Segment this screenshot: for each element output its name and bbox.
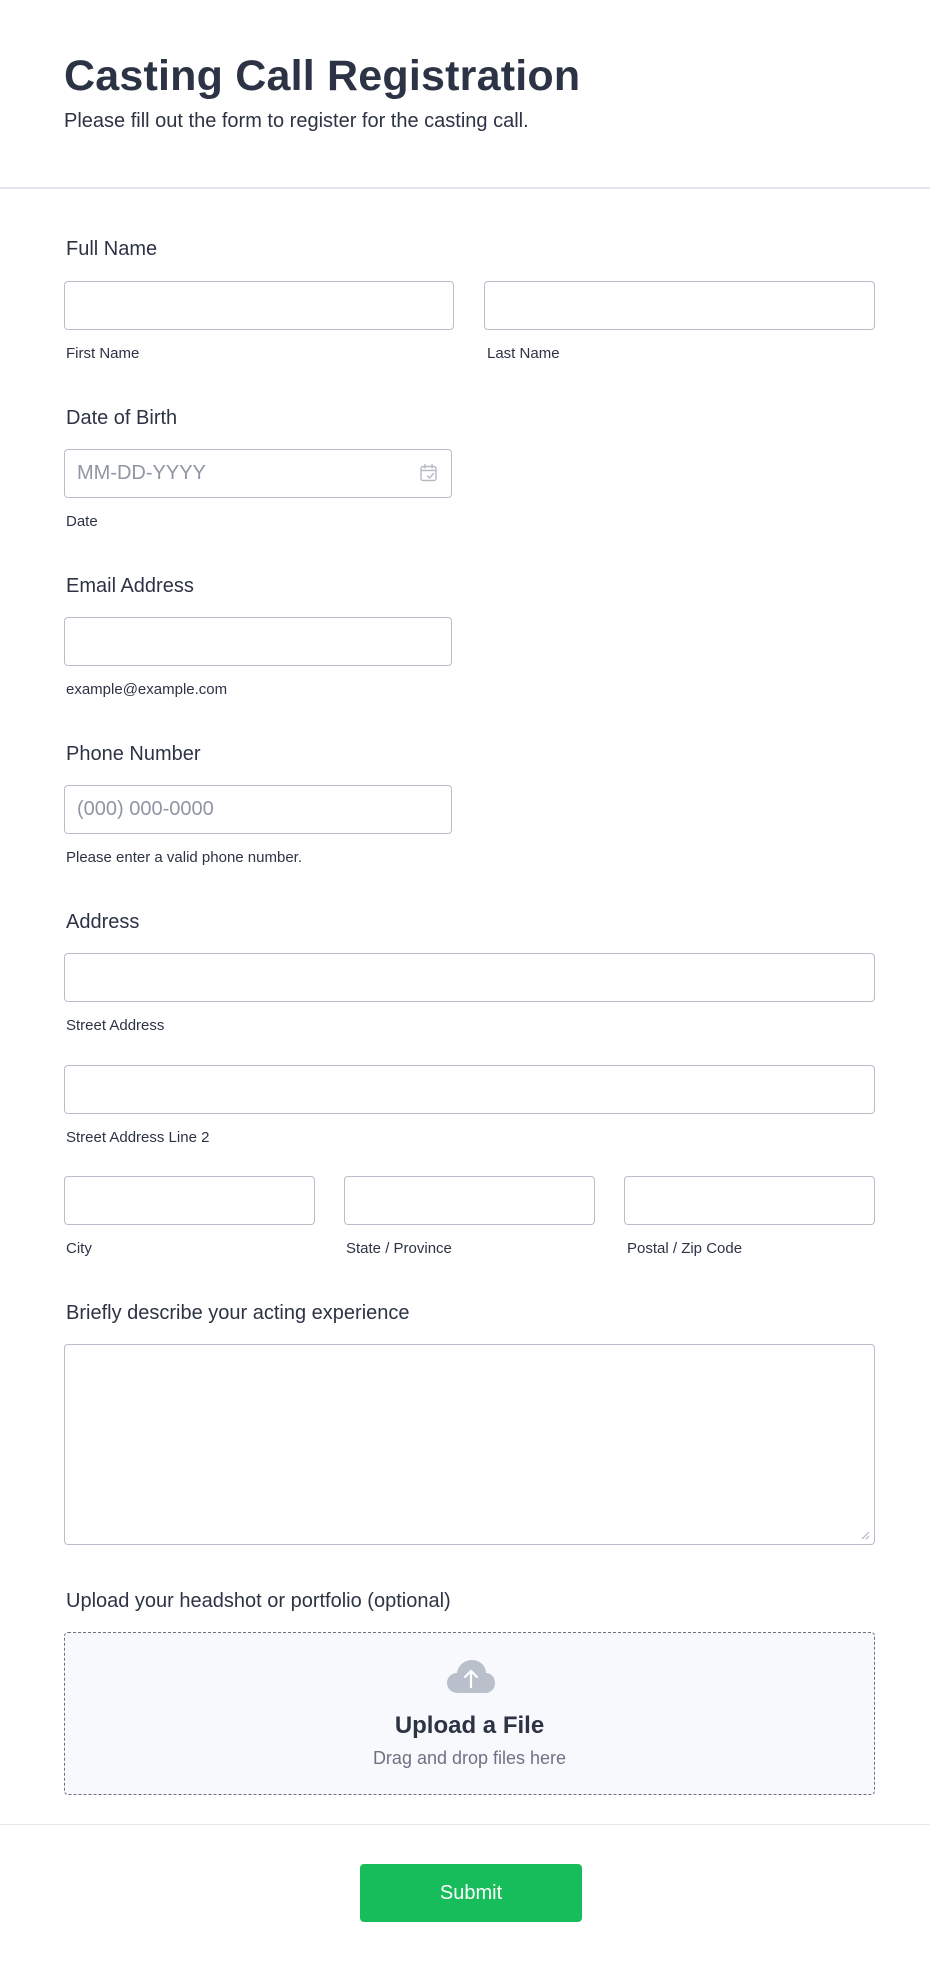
- phone-sublabel: Please enter a valid phone number.: [66, 849, 302, 866]
- cloud-upload-icon: [446, 1659, 496, 1695]
- upload-title: Upload a File: [394, 1712, 545, 1739]
- phone-label: Phone Number: [66, 743, 201, 765]
- submit-button[interactable]: Submit: [360, 1864, 582, 1922]
- acting-experience-label: Briefly describe your acting experience: [66, 1302, 410, 1324]
- email-input[interactable]: [64, 617, 452, 666]
- email-label: Email Address: [66, 575, 194, 597]
- footer-divider: [0, 1824, 930, 1825]
- full-name-label: Full Name: [66, 238, 158, 260]
- street-address-sublabel: Street Address: [66, 1017, 165, 1034]
- form-subtitle: Please fill out the form to register for the casting call.: [64, 110, 529, 132]
- street-address-line2-input[interactable]: [64, 1065, 875, 1114]
- date-of-birth-input[interactable]: [64, 449, 452, 498]
- postal-code-input[interactable]: [624, 1176, 875, 1225]
- last-name-sublabel: Last Name: [487, 345, 560, 362]
- upload-label: Upload your headshot or portfolio (optional): [66, 1590, 451, 1612]
- state-province-sublabel: State / Province: [346, 1240, 452, 1257]
- date-sublabel: Date: [66, 513, 98, 530]
- street-address-line2-sublabel: Street Address Line 2: [66, 1129, 210, 1146]
- first-name-sublabel: First Name: [66, 345, 140, 362]
- form-title: Casting Call Registration: [64, 52, 581, 100]
- state-province-input[interactable]: [344, 1176, 595, 1225]
- date-of-birth-label: Date of Birth: [66, 407, 178, 429]
- first-name-input[interactable]: [64, 281, 454, 330]
- street-address-input[interactable]: [64, 953, 875, 1002]
- resize-handle-icon[interactable]: [860, 1530, 870, 1540]
- acting-experience-textarea[interactable]: [64, 1344, 875, 1545]
- phone-input[interactable]: [64, 785, 452, 834]
- calendar-icon[interactable]: [419, 463, 439, 483]
- city-sublabel: City: [66, 1240, 92, 1257]
- city-input[interactable]: [64, 1176, 315, 1225]
- postal-code-sublabel: Postal / Zip Code: [627, 1240, 743, 1257]
- last-name-input[interactable]: [484, 281, 875, 330]
- email-sublabel: example@example.com: [66, 681, 228, 698]
- form-header: [0, 0, 930, 189]
- upload-hint: Drag and drop files here: [372, 1748, 567, 1768]
- file-upload-dropzone[interactable]: [64, 1632, 875, 1795]
- address-label: Address: [66, 911, 140, 933]
